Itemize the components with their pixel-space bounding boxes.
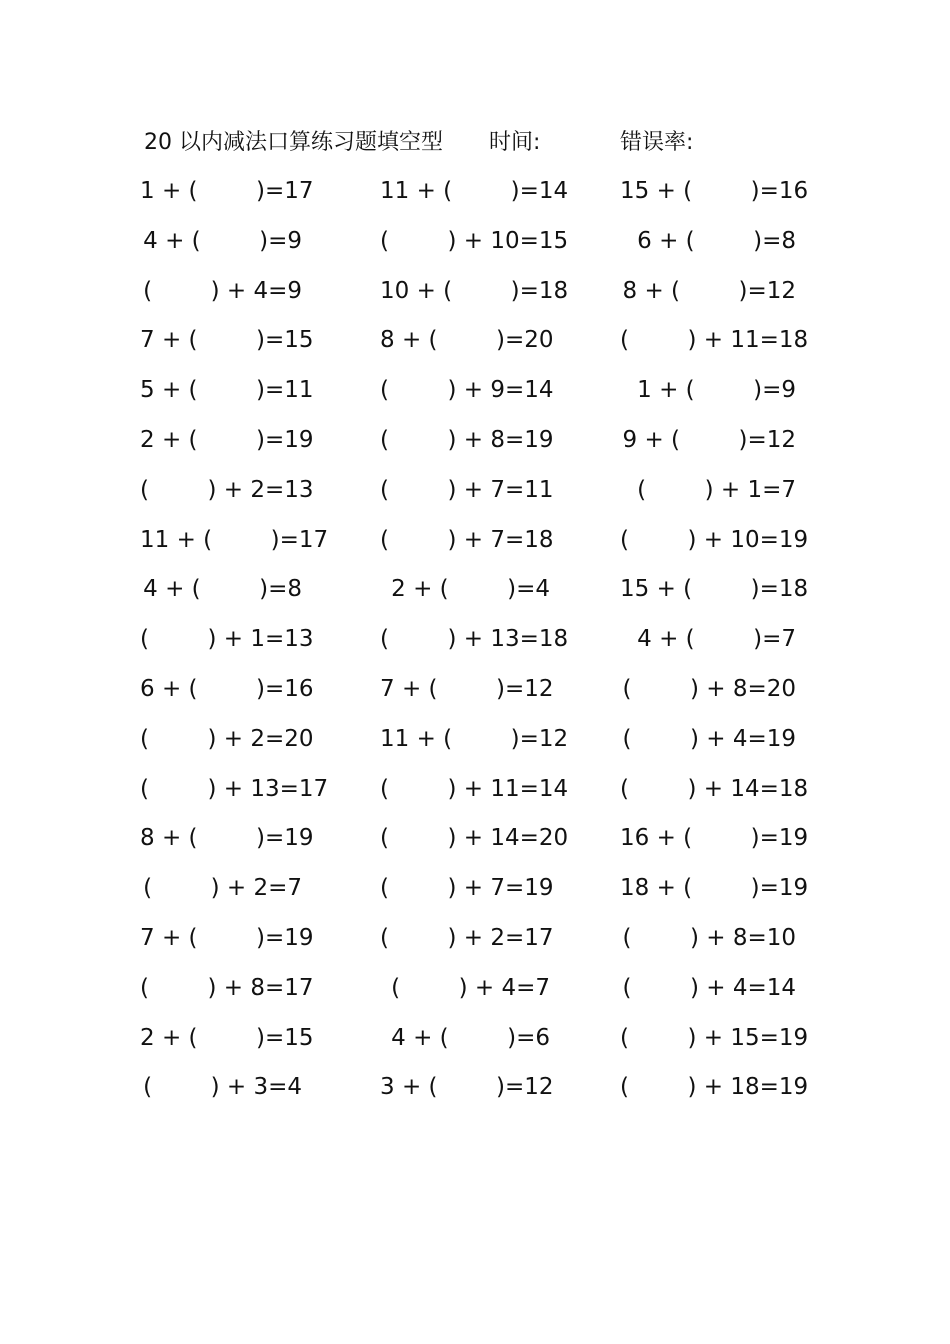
problem: ( ) + 2=13 [140,476,314,503]
problem-row [0,721,950,771]
worksheet-title: 20 以内减法口算练习题填空型 [144,130,443,155]
problem: ( ) + 1=13 [140,626,314,653]
problem: 8 + ( )=20 [380,327,554,354]
problem: ( ) + 11=14 [380,775,569,802]
problem: ( ) + 15=19 [620,1024,809,1051]
problem: ( ) + 4=19 [622,725,796,752]
problem: 2 + ( )=19 [140,426,314,453]
problem: ( ) + 7=18 [380,526,554,553]
problem: 7 + ( )=15 [140,327,314,354]
problem-row [0,1069,950,1119]
problem: ( ) + 18=19 [620,1074,809,1101]
problem: 4 + ( )=6 [391,1024,550,1051]
problem: ( ) + 1=7 [637,476,796,503]
problem: 7 + ( )=19 [140,924,314,951]
problem: 10 + ( )=18 [380,277,569,304]
problem: 11 + ( )=17 [140,526,329,553]
problem: 7 + ( )=12 [380,675,554,702]
problem: ( ) + 9=14 [380,377,554,404]
problem: ( ) + 2=17 [380,924,554,951]
problem: ( ) + 13=18 [380,626,569,653]
problem: 5 + ( )=11 [140,377,314,404]
problem: ( ) + 7=19 [380,875,554,902]
problem-row [0,173,950,223]
time-label: 时间: [489,130,541,155]
problem-row [0,472,950,522]
problem: 8 + ( )=19 [140,825,314,852]
problem-row [0,671,950,721]
problem-row [0,571,950,621]
problem: ( ) + 7=11 [380,476,554,503]
problem: ( ) + 14=18 [620,775,809,802]
problem: ( ) + 8=10 [622,924,796,951]
problem: 11 + ( )=14 [380,178,569,204]
problem: ( ) + 8=17 [140,974,314,1001]
problem-row [0,522,950,572]
problem: ( ) + 4=14 [622,974,796,1001]
problem-row [0,1020,950,1070]
problem-row [0,223,950,273]
problem: ( ) + 8=19 [380,426,554,453]
problem-row [0,422,950,472]
problem: 4 + ( )=9 [143,227,302,254]
problem: ( ) + 2=7 [143,875,302,902]
problem-row [0,771,950,821]
problem: 2 + ( )=15 [140,1024,314,1051]
problem-row [0,920,950,970]
problem-row [0,273,950,323]
problem: 16 + ( )=19 [620,825,809,852]
problem: ( ) + 2=20 [140,725,314,752]
error-rate-label: 错误率: [620,130,694,155]
problem: ( ) + 8=20 [622,675,796,702]
problem: ( ) + 3=4 [143,1074,302,1101]
problem: 9 + ( )=12 [622,426,796,453]
problem: 1 + ( )=9 [637,377,796,404]
problem-row [0,870,950,920]
problem-row [0,621,950,671]
problem: 2 + ( )=4 [391,576,550,603]
problem: 6 + ( )=16 [140,675,314,702]
problem: 8 + ( )=12 [622,277,796,304]
problem-grid [0,173,950,1119]
problem-row [0,372,950,422]
problem: ( ) + 13=17 [140,775,329,802]
problem: ( ) + 14=20 [380,825,569,852]
problem: 3 + ( )=12 [380,1074,554,1101]
problem: 4 + ( )=8 [143,576,302,603]
problem: ( ) + 4=7 [391,974,550,1001]
problem: 15 + ( )=16 [620,178,809,204]
problem: ( ) + 10=15 [380,227,569,254]
problem: 15 + ( )=18 [620,576,809,603]
problem-row [0,820,950,870]
problem: 6 + ( )=8 [637,227,796,254]
problem-row [0,970,950,1020]
problem: ( ) + 10=19 [620,526,809,553]
problem-row [0,322,950,372]
problem: 1 + ( )=17 [140,178,314,204]
problem: ( ) + 4=9 [143,277,302,304]
problem: 4 + ( )=7 [637,626,796,653]
problem: 11 + ( )=12 [380,725,569,752]
problem: ( ) + 11=18 [620,327,809,354]
problem: 18 + ( )=19 [620,875,809,902]
